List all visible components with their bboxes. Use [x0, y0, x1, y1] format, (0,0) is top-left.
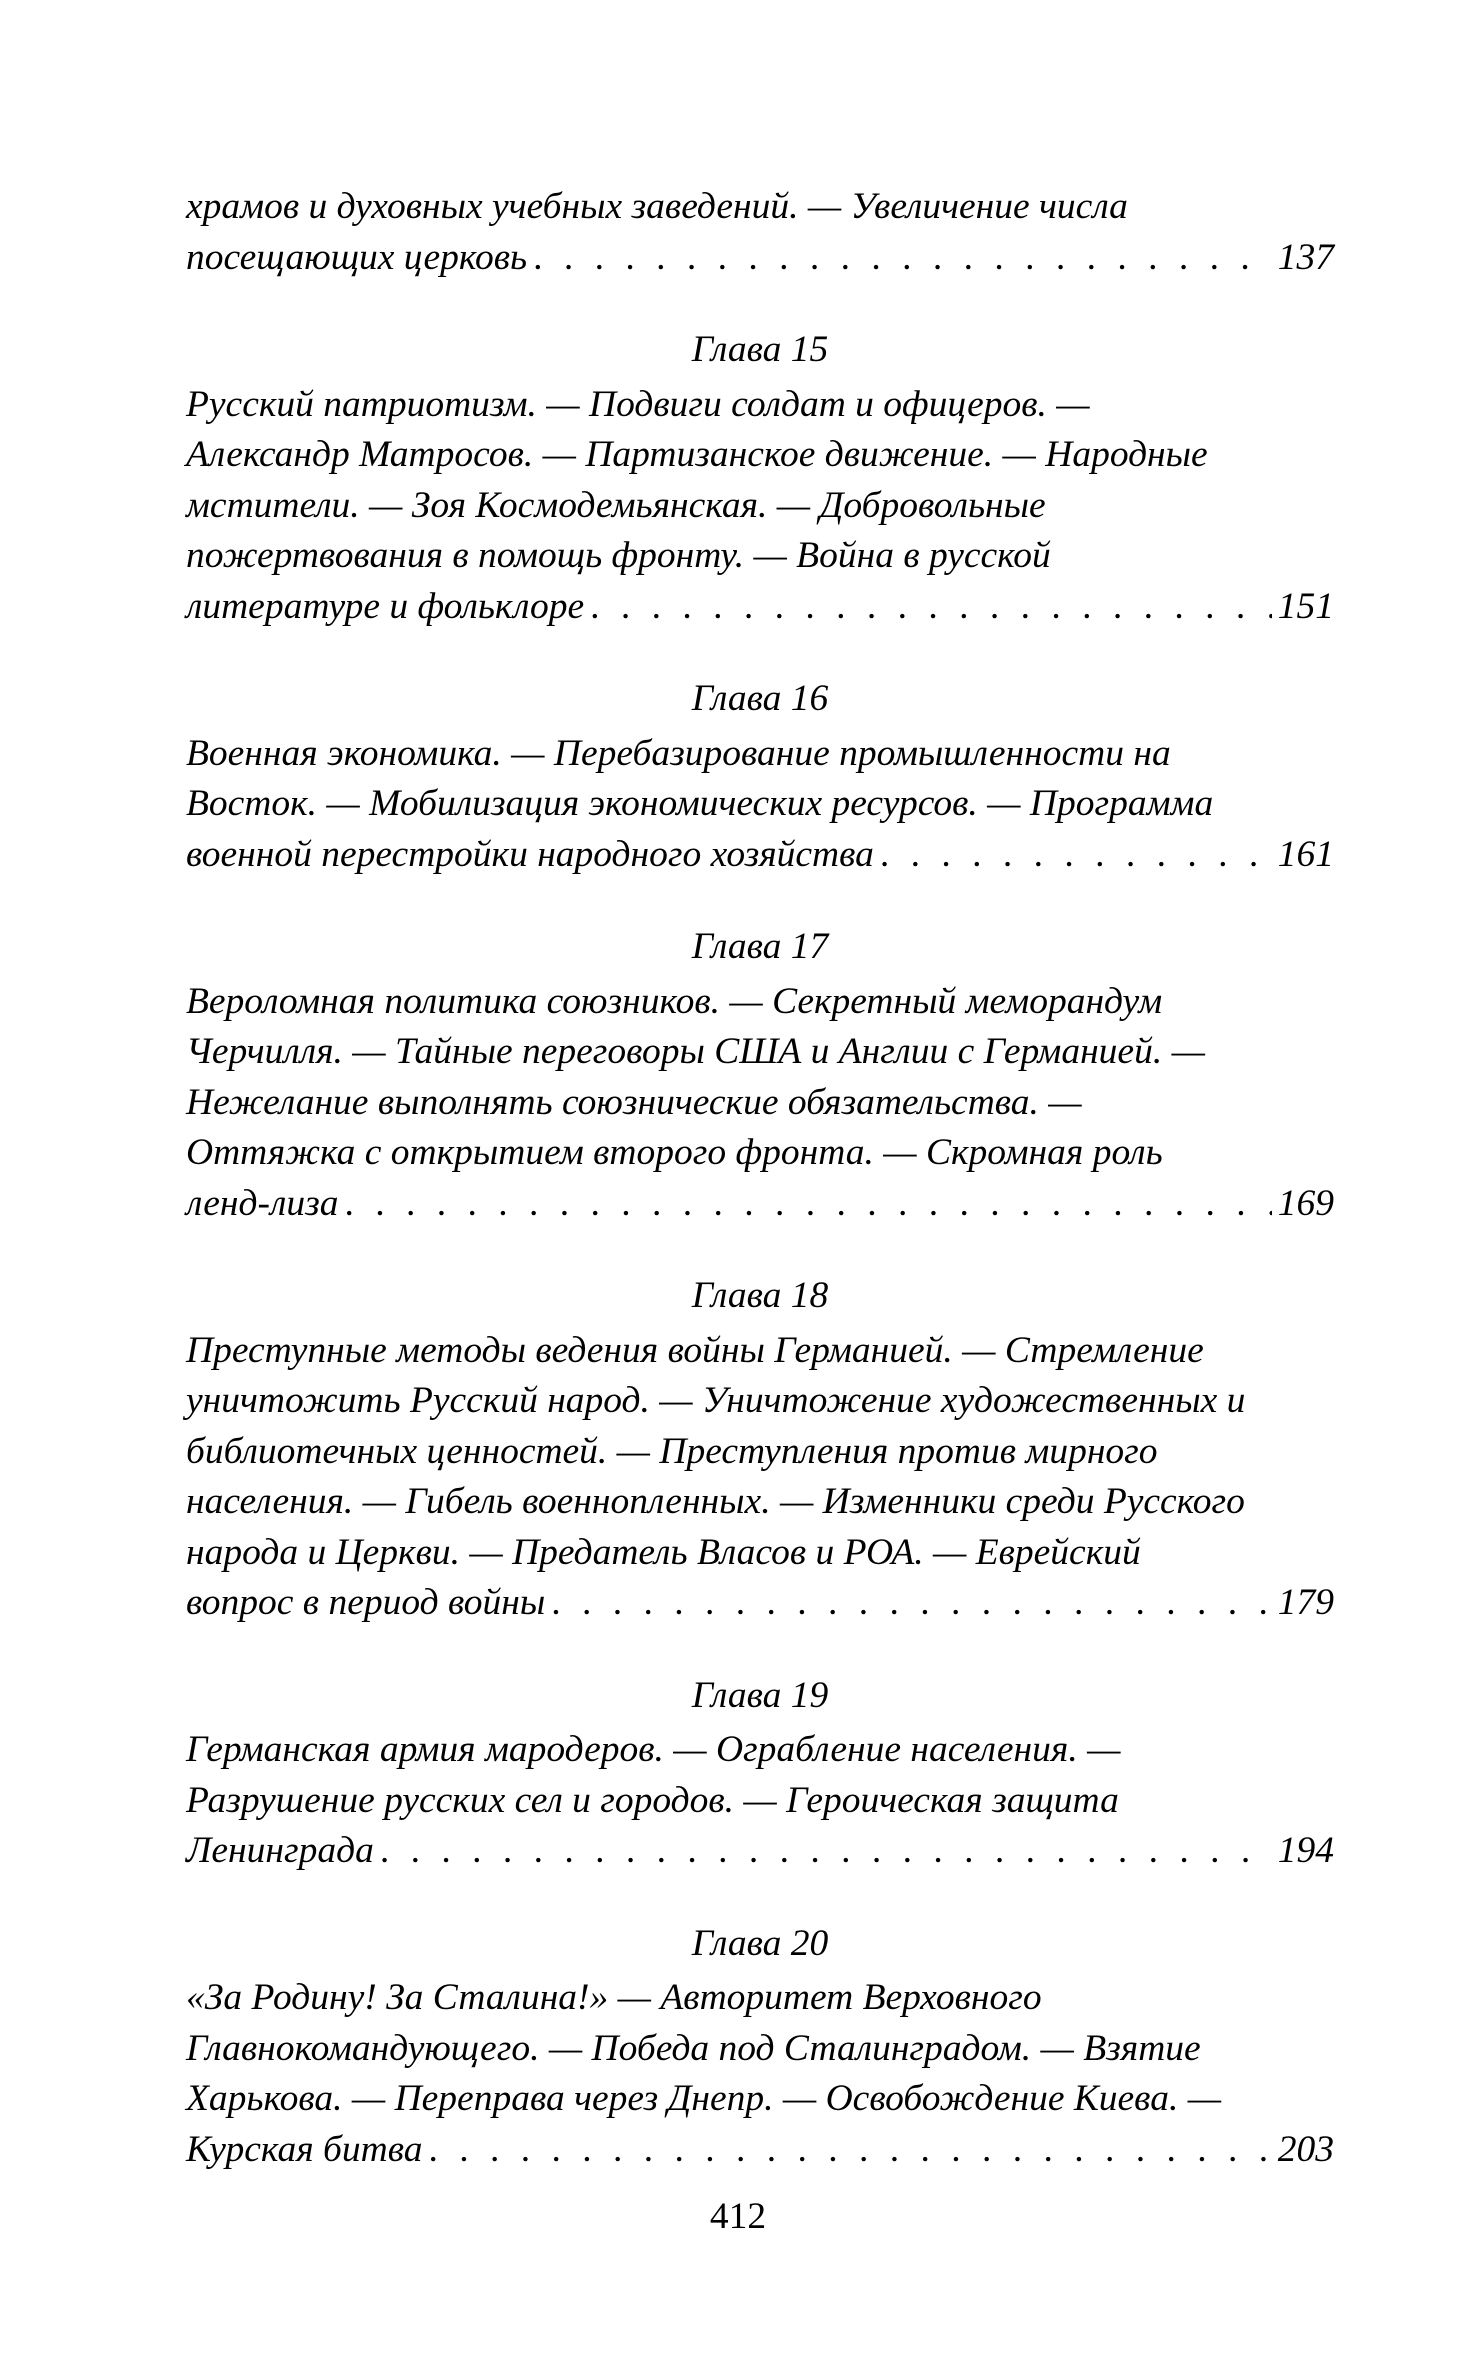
toc-entry — [186, 1725, 1334, 1877]
toc-entry-line: Восток. — Мобилизация экономических ресурсов. — Программа — [186, 783, 1214, 824]
chapter-heading: Глава 20 — [691, 1922, 829, 1964]
chapter-heading: Глава 19 — [691, 1674, 829, 1716]
dot-leader — [380, 1826, 1272, 1877]
page-number: 169 — [1277, 1182, 1334, 1224]
toc-entry-line: народа и Церкви. — Предатель Власов и РОА. — Еврейский — [186, 1531, 1141, 1573]
toc-entry-line: Харькова. — Переправа через Днепр. — Освобождение Киева. — — [186, 2078, 1222, 2119]
toc-entry-line: Главнокомандующего. — Победа под Сталинградом. — Взятие — [186, 2027, 1201, 2069]
dot-leader — [344, 1179, 1271, 1230]
page-number: 179 — [1277, 1582, 1334, 1623]
toc-entry-line: «За Родину! За Сталина!» — Авторитет Верховного — [186, 1977, 1042, 2018]
toc-entry-line: Русский патриотизм. — Подвиги солдат и офицеров. — — [186, 383, 1090, 425]
page-number: 137 — [1277, 236, 1334, 278]
toc-entry-line: Германская армия мародеров. — Ограбление населения. — — [186, 1729, 1121, 1770]
toc-entry-line: мстители. — Зоя Космодемьянская. — Добровольные — [186, 484, 1046, 526]
toc-entry-line: храмов и духовных учебных заведений. — Увеличение числа — [186, 186, 1128, 227]
toc-entry — [186, 182, 1334, 283]
toc-entry-line: населения. — Гибель военнопленных. — Изменники среди Русского — [186, 1481, 1245, 1522]
dot-leader — [533, 233, 1272, 284]
chapter-heading: Глава 16 — [691, 678, 829, 719]
table-of-contents — [186, 182, 1334, 2175]
folio-page-number: 412 — [709, 2196, 767, 2237]
toc-entry-line: Александр Матросов. — Партизанское движение. — Народные — [186, 434, 1208, 475]
toc-entry — [186, 1973, 1334, 2175]
toc-entry-line: пожертвования в помощь фронту. — Война в русской — [186, 535, 1051, 576]
dot-leader — [590, 582, 1272, 633]
toc-entry-last-line: ленд-лиза . . . 169 — [186, 1179, 1334, 1230]
page-number: 203 — [1277, 2128, 1334, 2170]
toc-entry-last-line: военной перестройки народного хозяйства . . . 161 — [186, 830, 1334, 881]
chapter-heading: Глава 17 — [691, 926, 829, 967]
toc-entry-line: Разрушение русских сел и городов. — Героическая защита — [186, 1779, 1119, 1821]
toc-entry-last-line: вопрос в период войны . . . 179 — [186, 1578, 1334, 1629]
toc-entry — [186, 380, 1334, 633]
dot-leader — [880, 830, 1272, 881]
toc-entry-line: Военная экономика. — Перебазирование промышленности на — [186, 732, 1171, 774]
toc-entry-last-line: литературе и фольклоре . . . 151 — [186, 582, 1334, 633]
page-number: 194 — [1277, 1830, 1334, 1871]
chapter-heading: Глава 15 — [691, 329, 829, 370]
dot-leader — [551, 1578, 1272, 1629]
toc-entry — [186, 1326, 1334, 1629]
toc-entry-last-line: посещающих церковь . . . 137 — [186, 233, 1334, 284]
toc-entry — [186, 729, 1334, 881]
toc-entry-last-line: Ленинграда . . . 194 — [186, 1826, 1334, 1877]
toc-entry-line: библиотечных ценностей. — Преступления против мирного — [186, 1430, 1158, 1472]
dot-leader — [428, 2125, 1271, 2176]
toc-entry-last-line: Курская битва . . . 203 — [186, 2125, 1334, 2176]
toc-entry — [186, 977, 1334, 1230]
page-number: 151 — [1277, 585, 1334, 627]
toc-entry-line: Вероломная политика союзников. — Секретный меморандум — [186, 980, 1163, 1022]
toc-entry-line: Оттяжка с открытием второго фронта. — Скромная роль — [186, 1132, 1163, 1173]
chapter-heading: Глава 18 — [691, 1275, 829, 1316]
toc-entry-line: уничтожить Русский народ. — Уничтожение художественных и — [186, 1380, 1246, 1421]
page-number: 161 — [1277, 833, 1334, 875]
toc-entry-line: Нежелание выполнять союзнические обязательства. — — [186, 1081, 1082, 1123]
toc-entry-line: Преступные методы ведения войны Германией. — Стремление — [186, 1329, 1204, 1371]
toc-entry-line: Черчилля. — Тайные переговоры США и Англии с Германией. — — [186, 1031, 1205, 1072]
